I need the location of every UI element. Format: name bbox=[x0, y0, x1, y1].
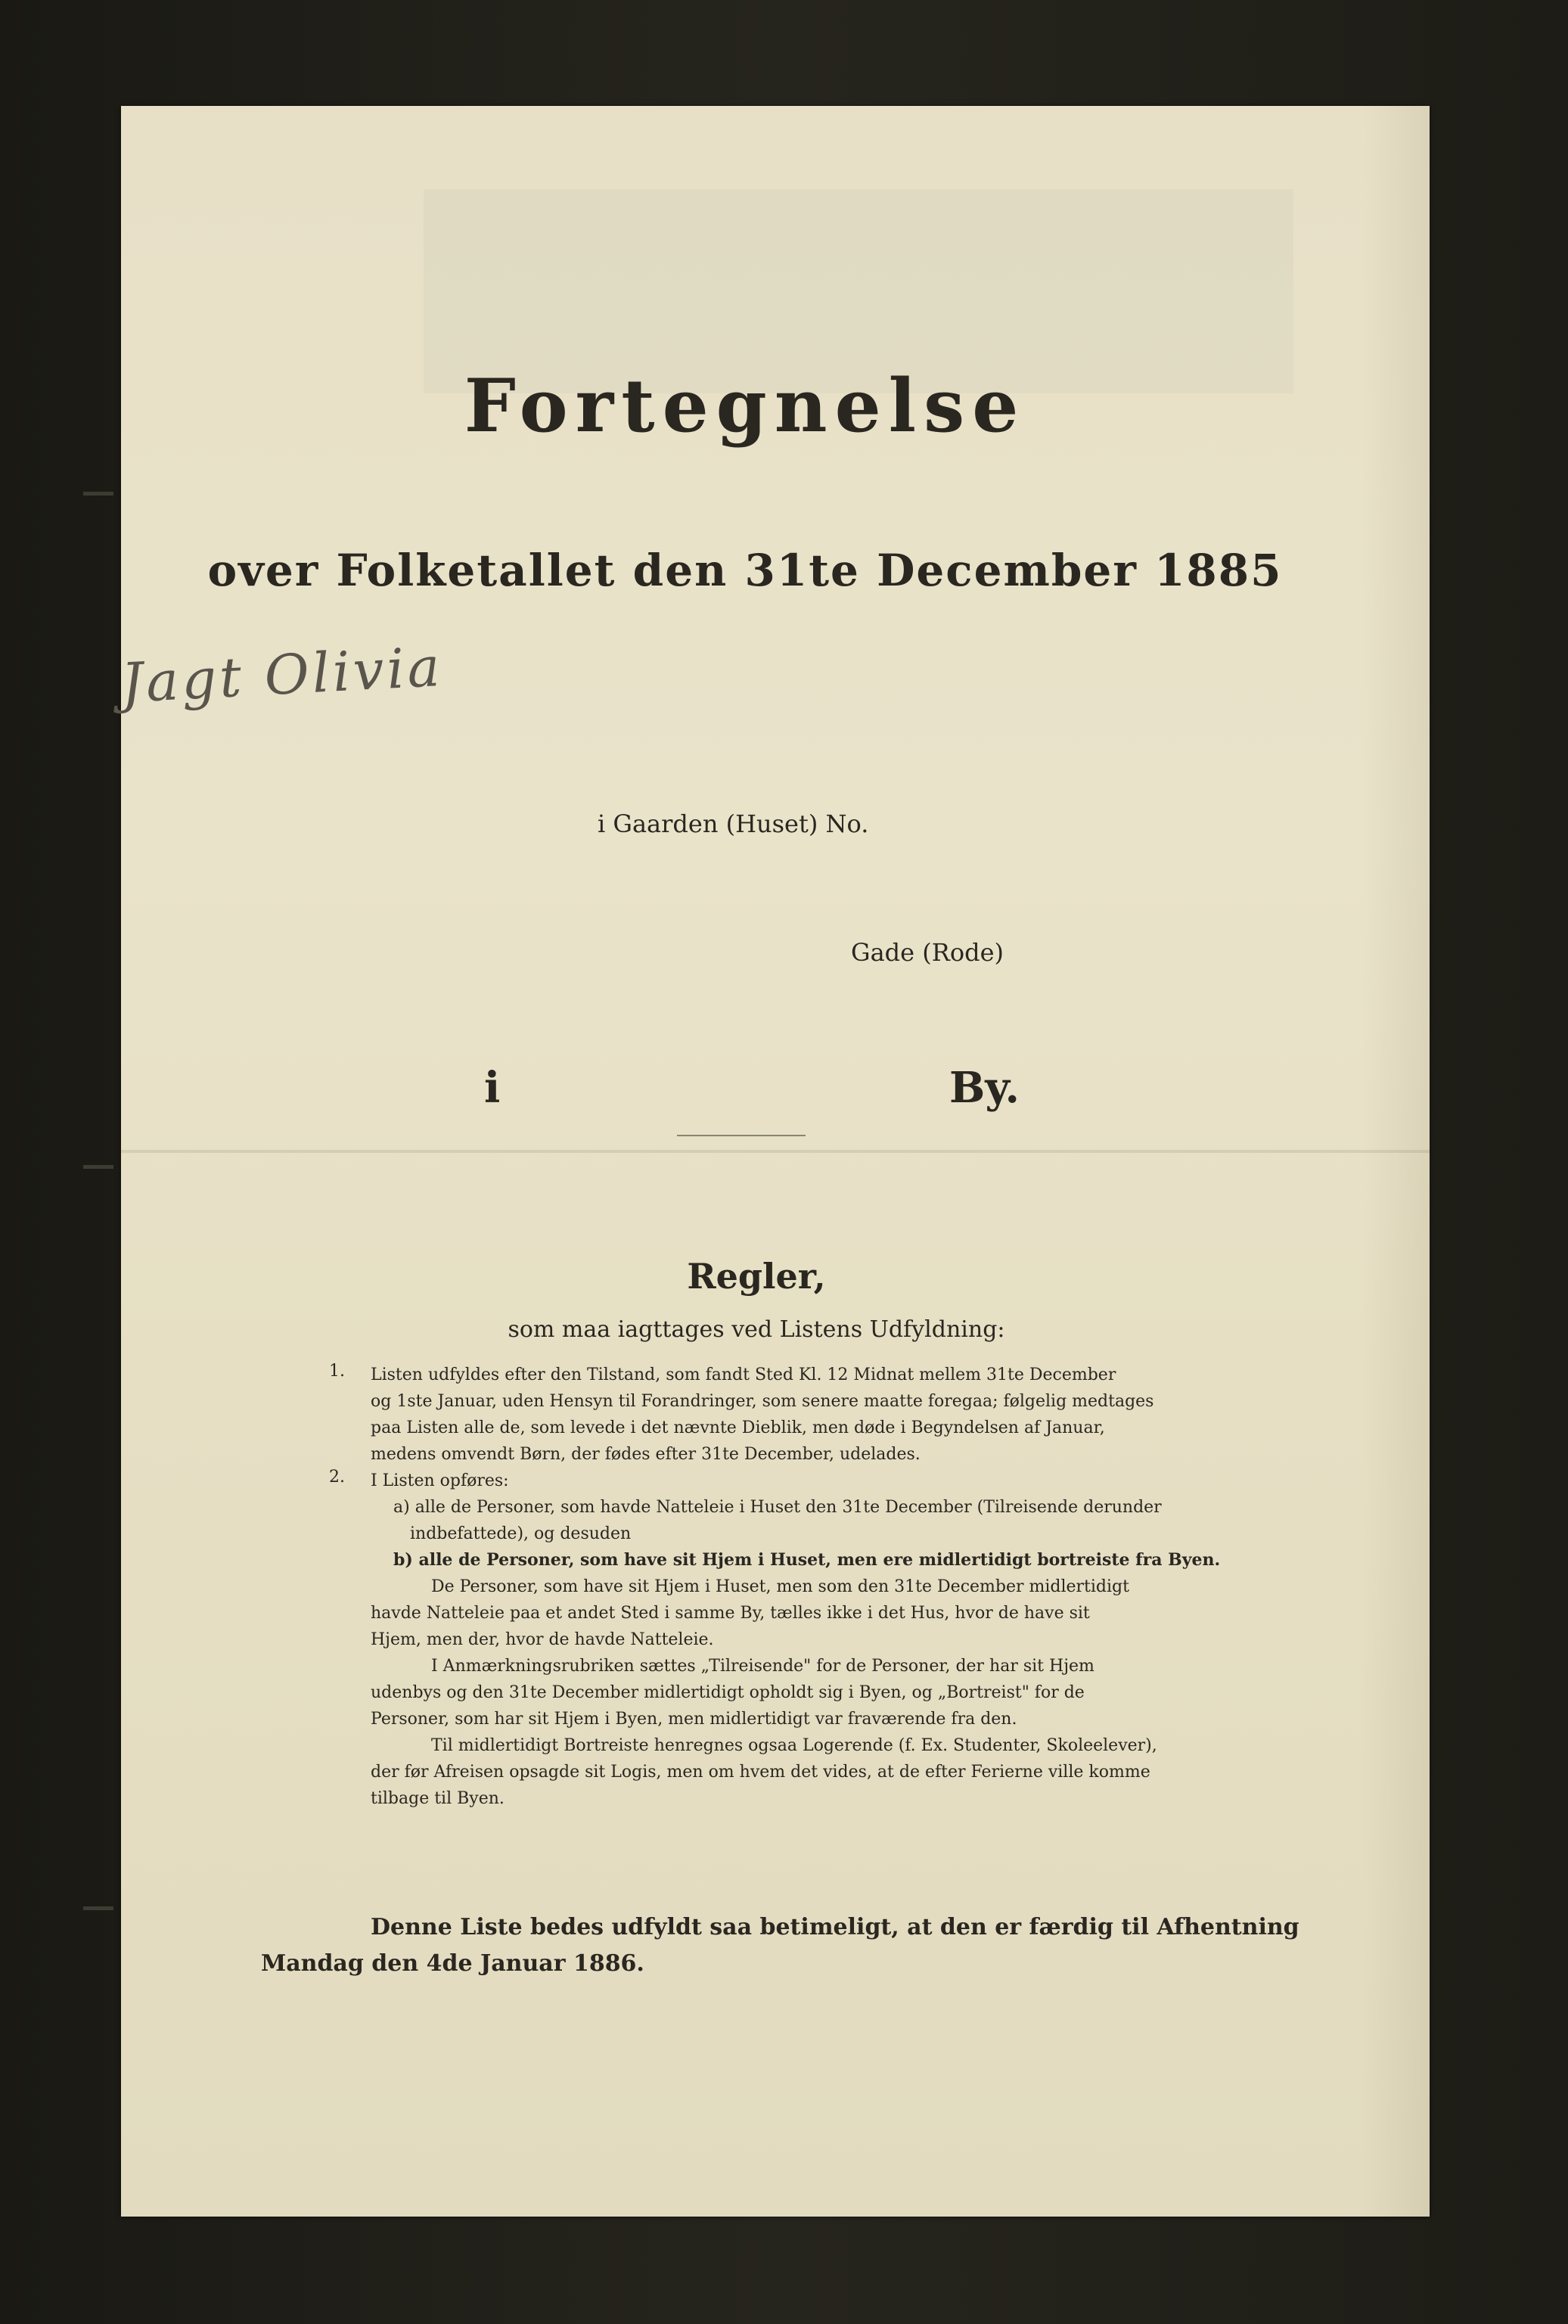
rule1-number: 1. bbox=[329, 1362, 345, 1381]
paper-fold bbox=[121, 1150, 1430, 1153]
handwritten-entry: Jagt Olivia bbox=[120, 634, 445, 716]
rule2-b bbox=[393, 1547, 1220, 1574]
rule2-a-line: a) alle de Personer, som havde Natteleie i Huset den 31te December (Tilreisende derunder bbox=[393, 1498, 1162, 1517]
rule2-intro bbox=[371, 1468, 509, 1494]
rule2-detail-line: I Anmærkningsrubriken sættes „Tilreisende" for de Personer, der har sit Hjem bbox=[431, 1657, 1094, 1676]
rule2-details bbox=[371, 1574, 1157, 1812]
rule2-detail-line: tilbage til Byen. bbox=[371, 1789, 505, 1808]
gade-label: Gade (Rode) bbox=[851, 938, 1004, 967]
divider-rule bbox=[677, 1135, 806, 1136]
rule2-b-line: b) alle de Personer, som have sit Hjem i Huset, men ere midlertidigt bortreiste fra Byen. bbox=[393, 1550, 1221, 1570]
edge-mark bbox=[83, 1165, 113, 1169]
edge-mark bbox=[83, 1906, 113, 1910]
rules-title: Regler, bbox=[687, 1256, 826, 1297]
gaarden-label: i Gaarden (Huset) No. bbox=[598, 809, 869, 838]
rule2-intro-line: I Listen opføres: bbox=[371, 1471, 509, 1490]
rule2-a bbox=[393, 1494, 1162, 1547]
form-subtitle: over Folketallet den 31te December 1885 bbox=[207, 545, 1283, 596]
footer-line: Mandag den 4de Januar 1886. bbox=[261, 1950, 644, 1977]
rule2-detail-line: der før Afreisen opsagde sit Logis, men om hvem det vides, at de efter Ferierne ville komme bbox=[371, 1763, 1150, 1782]
rules-subtitle: som maa iagttages ved Listens Udfyldning: bbox=[508, 1316, 1005, 1343]
footer-line: Denne Liste bedes udfyldt saa betimeligt, at den er færdig til Afhentning bbox=[371, 1914, 1299, 1940]
rule1-text bbox=[371, 1362, 1153, 1468]
rule1-line: paa Listen alle de, som levede i det nævnte Dieblik, men døde i Begyndelsen af Januar, bbox=[371, 1418, 1105, 1437]
edge-mark bbox=[83, 492, 113, 496]
rule2-detail-line: Hjem, men der, hvor de havde Natteleie. bbox=[371, 1630, 714, 1649]
i-label: i bbox=[484, 1063, 501, 1113]
form-title: Fortegnelse bbox=[464, 363, 1026, 449]
census-form-sheet bbox=[121, 106, 1430, 2217]
rule2-detail-line: De Personer, som have sit Hjem i Huset, men som den 31te December midlertidigt bbox=[431, 1577, 1129, 1596]
rule2-detail-line: udenbys og den 31te December midlertidigt opholdt sig i Byen, og „Bortreist" for de bbox=[371, 1683, 1085, 1702]
rule1-line: Listen udfyldes efter den Tilstand, som fandt Sted Kl. 12 Midnat mellem 31te December bbox=[371, 1366, 1116, 1384]
rule2-detail-line: havde Natteleie paa et andet Sted i samme By, tælles ikke i det Hus, hvor de have sit bbox=[371, 1604, 1090, 1623]
rule2-detail-line: Personer, som har sit Hjem i Byen, men midlertidigt var fraværende fra den. bbox=[371, 1710, 1017, 1729]
rule1-line: og 1ste Januar, uden Hensyn til Forandringer, som senere maatte foregaa; følgelig medtages bbox=[371, 1392, 1154, 1411]
by-label: By. bbox=[949, 1063, 1020, 1113]
rule1-line: medens omvendt Børn, der fødes efter 31te December, udelades. bbox=[371, 1445, 921, 1464]
rule2-a-line: indbefattede), og desuden bbox=[410, 1524, 632, 1543]
rule2-number: 2. bbox=[329, 1468, 345, 1487]
rule2-detail-line: Til midlertidigt Bortreiste henregnes ogsaa Logerende (f. Ex. Studenter, Skoleelever), bbox=[431, 1736, 1157, 1755]
